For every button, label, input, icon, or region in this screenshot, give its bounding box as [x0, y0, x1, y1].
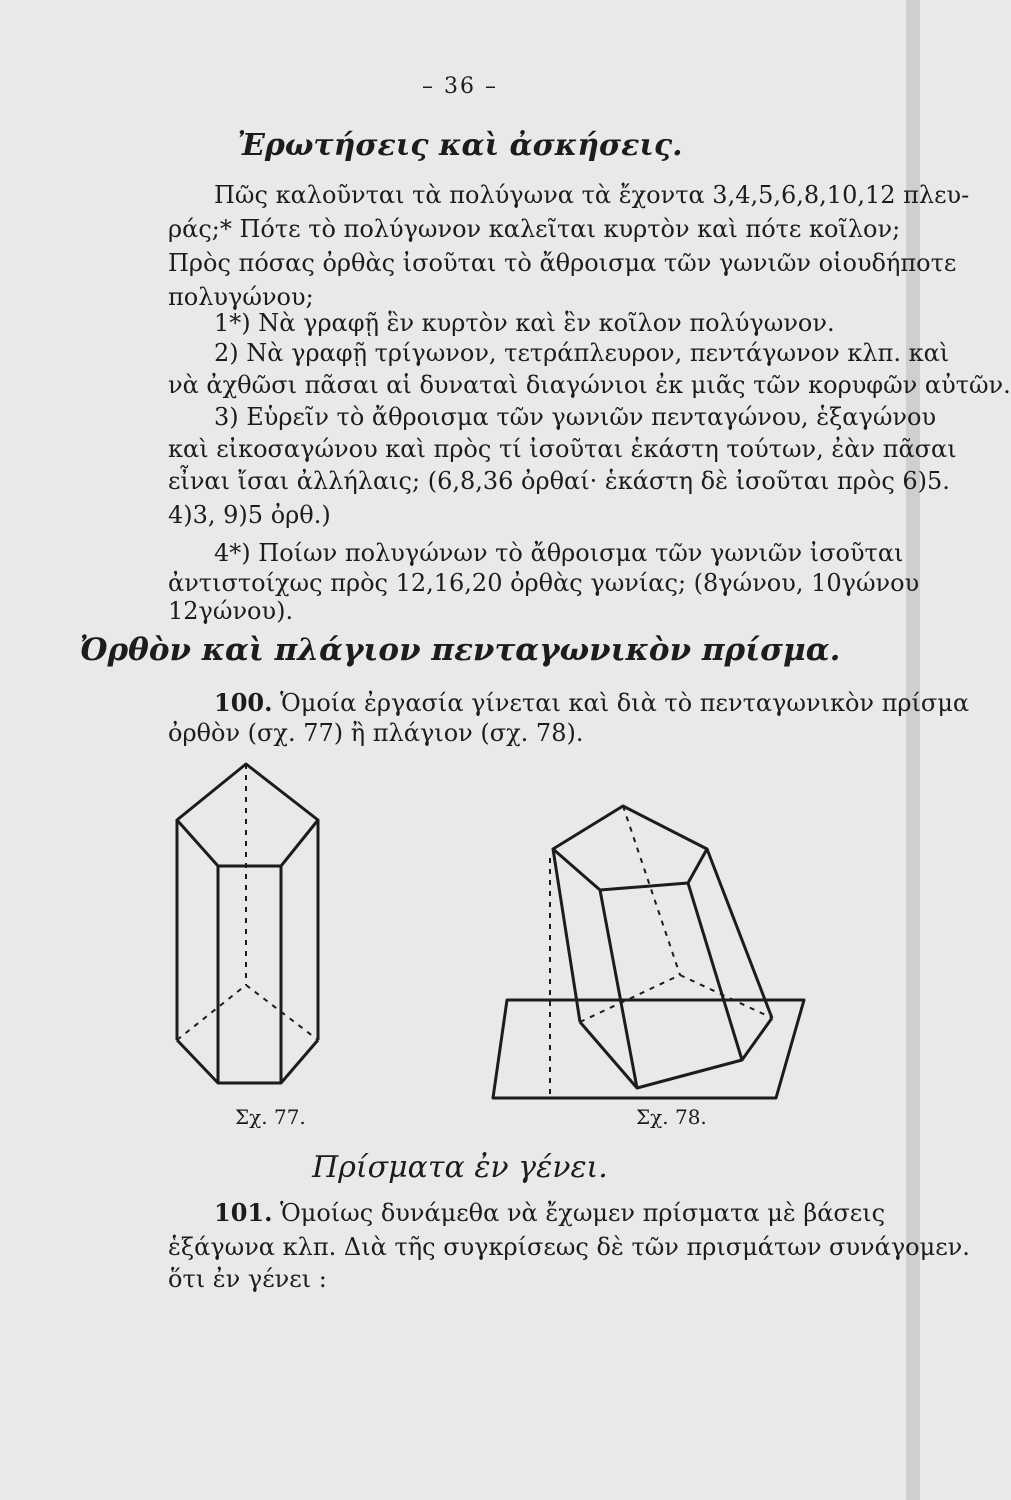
text-line: πολυγώνου;	[168, 283, 314, 311]
paragraph-number: 101.	[214, 1198, 273, 1227]
section-title-prism: Ὀρθὸν καὶ πλάγιον πενταγωνικὸν πρίσμα.	[79, 632, 841, 668]
fig78-top-base	[553, 806, 707, 890]
text-line: ράς;* Πότε τὸ πολύγωνον καλεῖται κυρτὸν καὶ πότε κοῖλον;	[168, 215, 901, 243]
text-line: 3) Εὑρεῖν τὸ ἄθροισμα τῶν γωνιῶν πενταγώνου, ἑξαγώνου	[214, 403, 937, 431]
paragraph-number: 100.	[214, 688, 273, 717]
fig78-plane	[493, 1000, 804, 1098]
section-title-exercises: Ἐρωτήσεις καὶ ἀσκήσεις.	[237, 128, 683, 163]
paragraph-101-first-line	[214, 1198, 885, 1228]
text-line: εἶναι ἴσαι ἀλλήλαις; (6,8,36 ὀρθαί· ἑκάστη δὲ ἰσοῦται πρὸς 6)5.	[168, 467, 950, 495]
text-line: νὰ ἀχθῶσι πᾶσαι αἱ δυναταὶ διαγώνιοι ἐκ μιᾶς τῶν κορυφῶν αὐτῶν.	[168, 371, 1011, 399]
text-line: ὀρθὸν (σχ. 77) ἢ πλάγιον (σχ. 78).	[168, 719, 584, 747]
text-line: 1*) Νὰ γραφῇ ἓν κυρτὸν καὶ ἓν κοῖλον πολύγωνον.	[214, 309, 835, 337]
fig77-top-base	[177, 764, 318, 866]
fig77-caption: Σχ. 77.	[235, 1105, 306, 1129]
fig78-oblique-prism	[493, 806, 804, 1098]
page-number: – 36 –	[422, 74, 498, 99]
text-line: ἀντιστοίχως πρὸς 12,16,20 ὀρθὰς γωνίας; (8γώνου, 10γώνου	[168, 569, 920, 597]
text-line: καὶ εἰκοσαγώνου καὶ πρὸς τί ἰσοῦται ἑκάστη τούτων, ἐὰν πᾶσαι	[168, 435, 957, 463]
text-line: 12γώνου).	[168, 597, 294, 625]
text-line: Ὁμοίως δυνάμεθα νὰ ἔχωμεν πρίσματα μὲ βάσεις	[280, 1199, 886, 1227]
section-title-prisms-general: Πρίσματα ἐν γένει.	[312, 1150, 608, 1185]
fig77-right-prism	[177, 764, 318, 1083]
text-line: ὅτι ἐν γένει :	[168, 1265, 327, 1293]
text-line: Πῶς καλοῦνται τὰ πολύγωνα τὰ ἔχοντα 3,4,5,6,8,10,12 πλευ-	[214, 181, 970, 209]
fig78-caption: Σχ. 78.	[636, 1105, 707, 1129]
text-line: 2) Νὰ γραφῇ τρίγωνον, τετράπλευρον, πεντάγωνον κλπ. καὶ	[214, 339, 950, 367]
text-line: Ὁμοία ἐργασία γίνεται καὶ διὰ τὸ πενταγωνικὸν πρίσμα	[280, 689, 970, 717]
text-line: ἑξάγωνα κλπ. Διὰ τῆς συγκρίσεως δὲ τῶν πρισμάτων συνάγομεν.	[168, 1233, 970, 1261]
text-line: Πρὸς πόσας ὀρθὰς ἰσοῦται τὸ ἄθροισμα τῶν γωνιῶν οἱουδήποτε	[168, 249, 957, 277]
text-line: 4*) Ποίων πολυγώνων τὸ ἄθροισμα τῶν γωνιῶν ἰσοῦται	[214, 539, 904, 567]
text-line: 4)3, 9)5 ὀρθ.)	[168, 501, 331, 529]
